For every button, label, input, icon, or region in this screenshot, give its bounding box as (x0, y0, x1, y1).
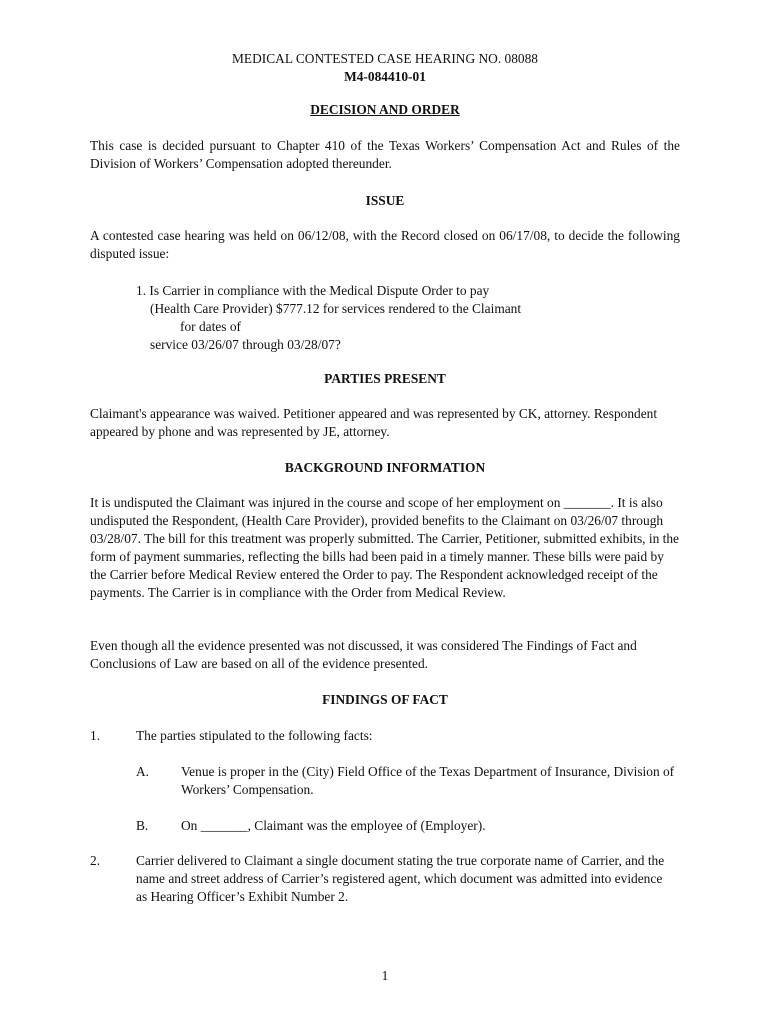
issue-item-line: service 03/26/07 through 03/28/07? (150, 337, 341, 352)
issue-item (136, 282, 606, 354)
finding-1a-text: Venue is proper in the (City) Field Office of the Texas Department of Insurance, Division of Workers’ Compensation. (181, 764, 675, 797)
finding-number: 2. (90, 853, 101, 868)
finding-1-text: The parties stipulated to the following facts: (136, 728, 373, 743)
findings-heading: FINDINGS OF FACT (322, 692, 448, 707)
finding-1b-text: On _______, Claimant was the employee of (Employer). (181, 818, 486, 833)
decision-heading: DECISION AND ORDER (310, 102, 460, 117)
finding-1b-label: B. (136, 818, 149, 833)
case-title: MEDICAL CONTESTED CASE HEARING NO. 08088 (232, 51, 538, 66)
issue-item-line: (Health Care Provider) $777.12 for services rendered to the Claimant (150, 301, 522, 316)
issue-heading: ISSUE (365, 193, 405, 208)
parties-heading: PARTIES PRESENT (324, 371, 446, 386)
finding-2-text: Carrier delivered to Claimant a single document stating the true corporate name of Carrier, and the name and street address of Carrier’s registered agent, which document was admitted into evidence as Hearing Officer’s Exhibit Number 2. (136, 853, 665, 904)
docket-number: M4-084410-01 (344, 69, 426, 84)
background-paragraph-2: Even though all the evidence presented was not discussed, it was considered The Findings of Fact and Conclusions of Law are based on all of the evidence presented. (90, 638, 637, 671)
background-heading: BACKGROUND INFORMATION (284, 460, 486, 475)
issue-item-line: 1. Is Carrier in compliance with the Medical Dispute Order to pay (136, 283, 490, 298)
issue-item-line: for dates of (180, 319, 241, 334)
page-number: 1 (381, 968, 389, 983)
background-paragraph-1: It is undisputed the Claimant was injured in the course and scope of her employment on _______. It is also undisputed the Respondent, (Health Care Provider), provided benefits to the Claimant on 03/26/07 through 03/28/07. The bill for this treatment was properly submitted. The Carrier, Petitioner, submitted exhibits, in the form of payment summaries, reflecting the bills had been paid in a timely manner. These bills were paid by the Carrier before Medical Review entered the Order to pay. The Respondent acknowledged receipt of the payments. The Carrier is in compliance with the Order from Medical Review. (90, 495, 680, 600)
parties-paragraph: Claimant's appearance was waived. Petitioner appeared and was represented by CK, attorney. Respondent appeared by phone and was represented by JE, attorney. (90, 406, 658, 439)
finding-number: 1. (90, 728, 101, 743)
intro-paragraph: This case is decided pursuant to Chapter 410 of the Texas Workers’ Compensation Act and Rules of the Division of Workers’ Compensation adopted thereunder. (90, 138, 680, 171)
finding-1a-label: A. (136, 764, 150, 779)
issue-paragraph: A contested case hearing was held on 06/12/08, with the Record closed on 06/17/08, to decide the following disputed issue: (90, 228, 680, 261)
